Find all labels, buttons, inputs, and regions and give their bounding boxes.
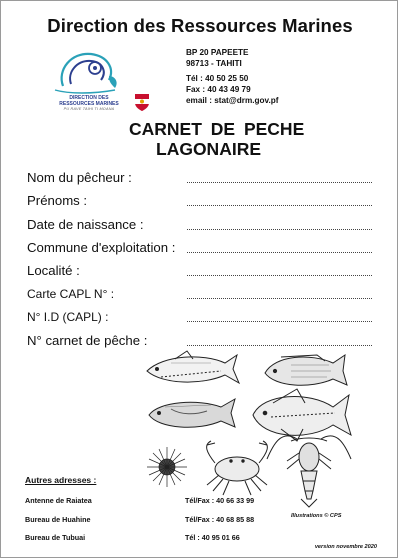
polynesia-flag-icon xyxy=(133,92,151,112)
dotted-line xyxy=(187,298,372,299)
email-address: email : stat@drm.gov.pf xyxy=(186,96,279,105)
jack-fish-icon xyxy=(147,351,239,383)
organization-title: Direction des Ressources Marines xyxy=(47,15,353,36)
address-raiatea: Antenne de Raiatea Tél/Fax : 40 66 33 99 xyxy=(25,496,255,505)
field-capl-id: N° I.D (CAPL) : xyxy=(27,305,372,328)
trevally-fish-icon xyxy=(253,389,351,441)
dotted-line xyxy=(187,275,372,276)
crab-icon xyxy=(207,441,268,495)
dotted-line xyxy=(187,205,372,206)
field-first-names: Prénoms : xyxy=(27,189,372,212)
dotted-line xyxy=(187,229,372,230)
title-line-2: LAGONAIRE xyxy=(156,139,261,159)
field-fisher-name: Nom du pêcheur : xyxy=(27,166,372,189)
dotted-line xyxy=(187,252,372,253)
field-commune: Commune d'exploitation : xyxy=(27,236,372,259)
field-logbook-number: N° carnet de pêche : xyxy=(27,328,372,351)
snapper-fish-icon xyxy=(265,355,347,385)
postal-box: BP 20 PAPEETE xyxy=(186,48,249,57)
form-fields xyxy=(27,166,372,352)
sea-urchin-icon xyxy=(147,447,187,487)
drm-logo xyxy=(41,46,181,126)
dotted-line xyxy=(187,182,372,183)
phone-number: Tél : 40 50 25 50 xyxy=(186,74,249,83)
title-line-1: CARNET DE PECHE xyxy=(129,119,305,139)
field-locality: Localité : xyxy=(27,259,372,282)
fax-number: Fax : 40 43 49 79 xyxy=(186,85,251,94)
field-capl-card: Carte CAPL N° : xyxy=(27,282,372,305)
dotted-line xyxy=(187,345,372,346)
marine-illustrations xyxy=(141,349,361,519)
address-huahine: Bureau de Huahine Tél/Fax : 40 68 85 88 xyxy=(25,515,255,524)
logo-caption: DIRECTION DES RESSOURCES MARINES PU RAVE TAIHI TI MOANA xyxy=(59,95,119,112)
contact-block xyxy=(186,47,396,106)
parrotfish-icon xyxy=(149,399,235,427)
dotted-line xyxy=(187,321,372,322)
field-birth-date: Date de naissance : xyxy=(27,212,372,235)
illustration-credit: Illustrations © CPS xyxy=(291,513,342,519)
postal-city: 98713 - TAHITI xyxy=(186,59,242,68)
address-tubuai: Bureau de Tubuai Tél : 40 95 01 66 xyxy=(25,533,240,542)
version-note: version novembre 2020 xyxy=(314,544,377,550)
other-addresses-title: Autres adresses : xyxy=(25,475,97,485)
fish-logo-icon xyxy=(49,46,129,96)
